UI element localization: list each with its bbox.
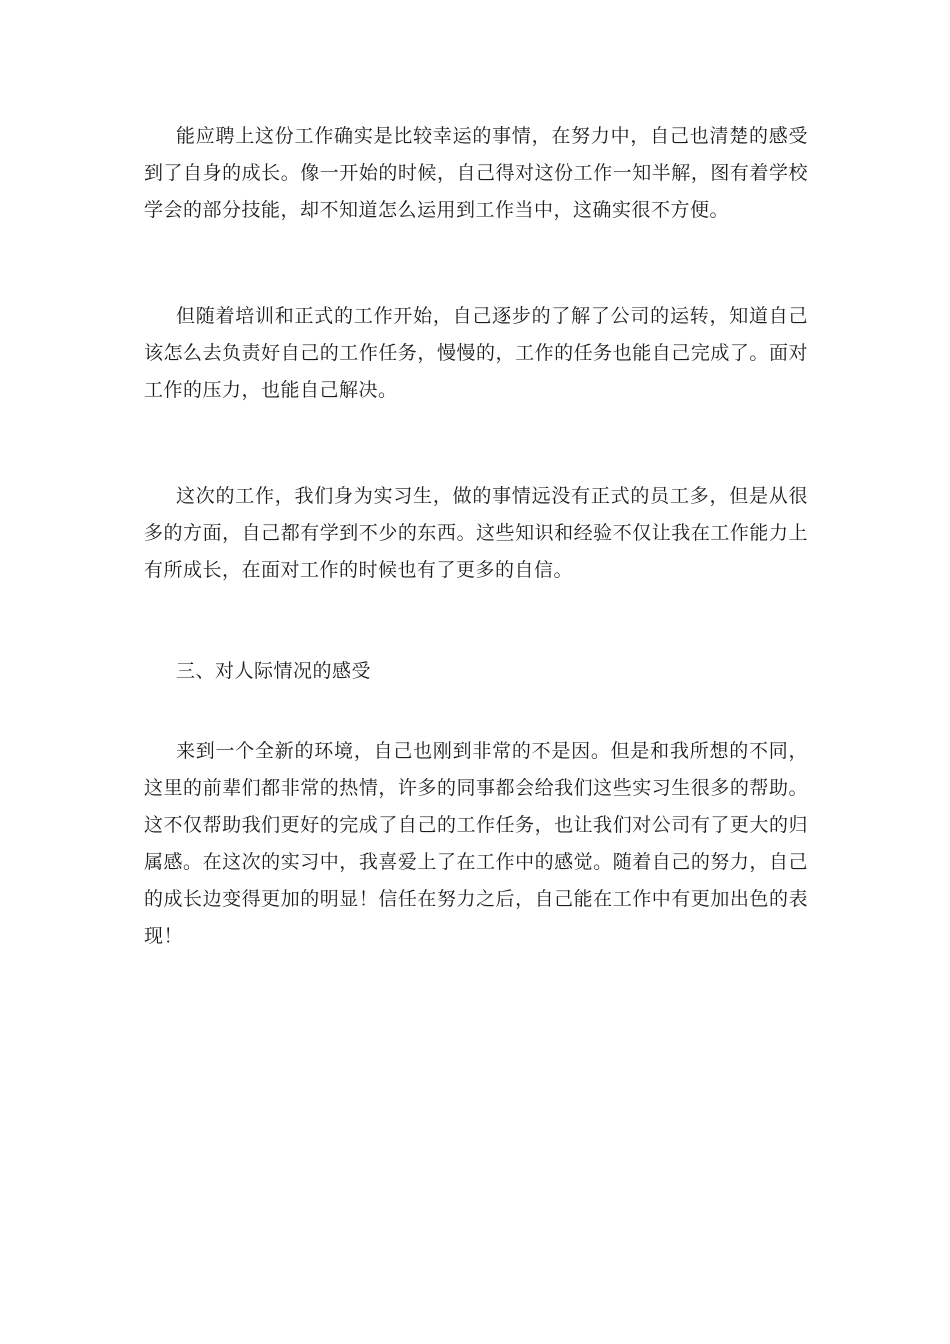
paragraph-interpersonal: 来到一个全新的环境，自己也刚到非常的不是因。但是和我所想的不同，这里的前辈们都非常的热情，许多的同事都会给我们这些实习生很多的帮助。这不仅帮助我们更好的完成了自己的工作任务，也让我们对公司有了更大的归属感。在这次的实习中，我喜爱上了在工作中的感觉。随着自己的努力，自己的成长边变得更加的明显！信任在努力之后，自己能在工作中有更加出色的表现！ [144, 740, 808, 947]
paragraph-training: 但随着培训和正式的工作开始，自己逐步的了解了公司的运转，知道自己该怎么去负责好自己的工作任务，慢慢的，工作的任务也能自己完成了。面对工作的压力，也能自己解决。 [144, 305, 808, 401]
section-heading: 三、对人际情况的感受 [176, 660, 372, 682]
paragraph-intern-learning: 这次的工作，我们身为实习生，做的事情远没有正式的员工多，但是从很多的方面，自己都有学到不少的东西。这些知识和经验不仅让我在工作能力上有所成长，在面对工作的时候也有了更多的自信。 [144, 485, 808, 581]
paragraph-job-growth: 能应聘上这份工作确实是比较幸运的事情，在努力中，自己也清楚的感受到了自身的成长。像一开始的时候，自己得对这份工作一知半解，图有着学校学会的部分技能，却不知道怎么运用到工作当中，这确实很不方便。 [144, 125, 808, 221]
